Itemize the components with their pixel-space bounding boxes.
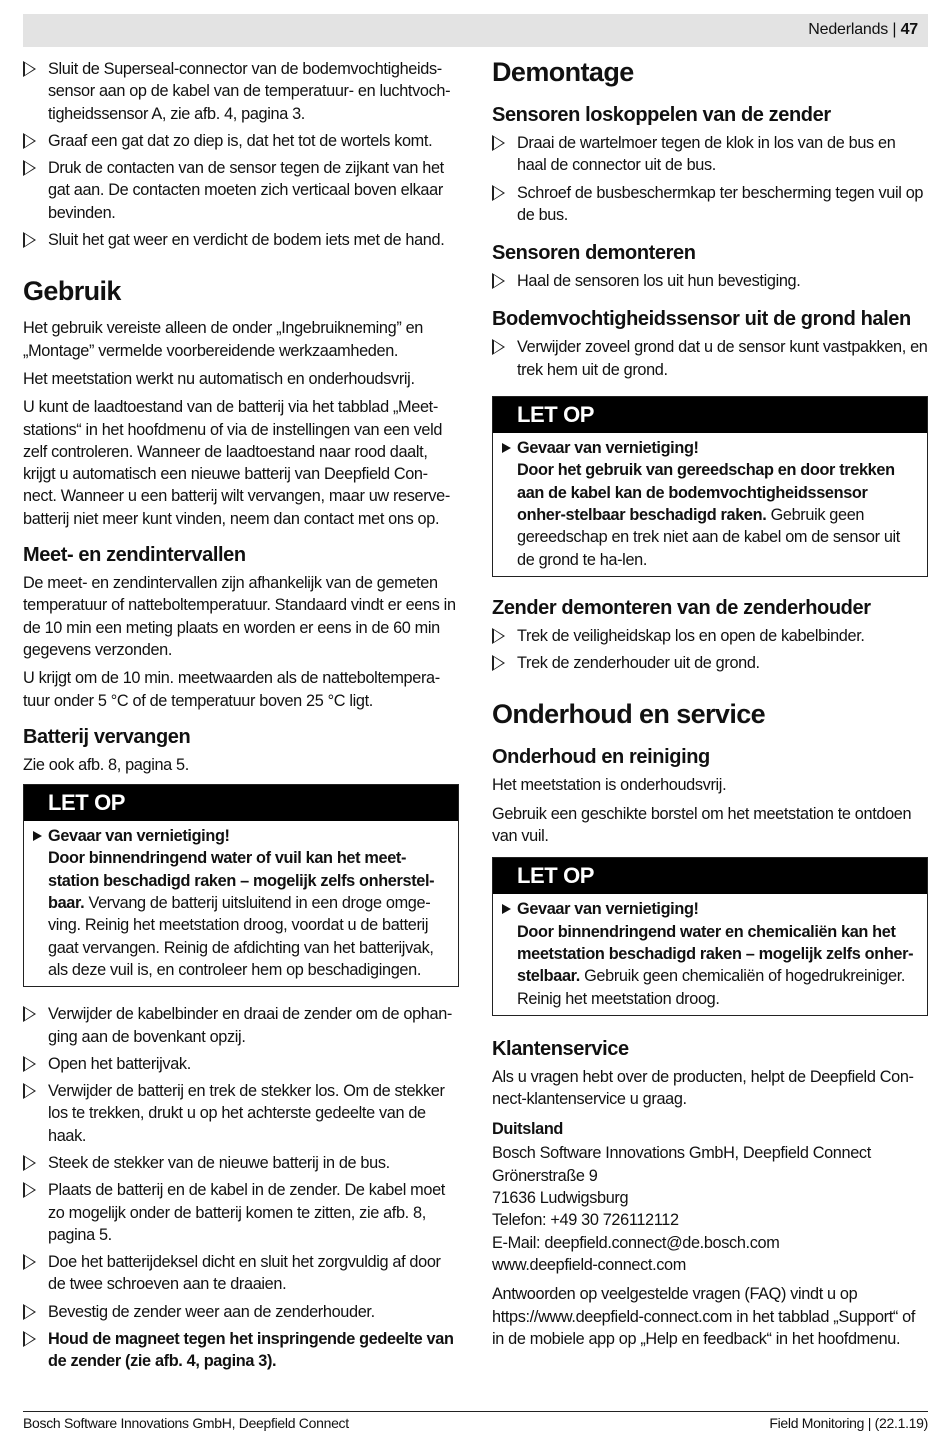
warning-notice — [492, 857, 928, 1015]
step-arrow-icon — [23, 160, 36, 176]
list-item: Doe het batterijdeksel dicht en sluit het zorgvuldig af door de twee schroeven aan te draaien. — [23, 1251, 459, 1296]
list-item: Graaf een gat dat zo diep is, dat het tot de wortels komt. — [23, 130, 459, 152]
website-link[interactable]: www.deepfield-connect.com — [492, 1255, 686, 1274]
paragraph: U krijgt om de 10 min. meetwaarden als de natteboltempera-tuur onder 5 °C of de temperatuur boven 25 °C ligt. — [23, 669, 440, 710]
notice-body — [493, 433, 927, 576]
subsection-title-bodem: Bodemvochtigheidssensor uit de grond halen — [492, 308, 911, 331]
address-line: 71636 Ludwigsburg — [492, 1189, 629, 1208]
arrow-right-icon — [502, 904, 511, 914]
list-item: Sluit de Superseal-connector van de bodemvochtigheids-sensor aan op de kabel van de temperatuur- en luchtvoch-tigheidssensor A, zie afb. 4, pagina 3. — [23, 58, 459, 125]
list-item: Sluit het gat weer en verdicht de bodem iets met de hand. — [23, 229, 459, 251]
paragraph: Het meetstation is onderhoudsvrij. — [492, 776, 727, 795]
subsection-title-zender: Zender demonteren van de zenderhouder — [492, 596, 871, 619]
email-link[interactable]: E-Mail: deepfield.connect@de.bosch.com — [492, 1233, 780, 1252]
step-arrow-icon — [23, 1083, 36, 1099]
step-arrow-icon — [492, 185, 505, 201]
step-arrow-icon — [23, 1182, 36, 1198]
section-title-gebruik: Gebruik — [23, 276, 121, 307]
warning-notice — [23, 784, 459, 987]
section-title-demontage: Demontage — [492, 57, 634, 87]
list-item: Schroef de busbeschermkap ter bescherming tegen vuil op de bus. — [492, 182, 928, 227]
subsection-title-klanten: Klantenservice — [492, 1037, 629, 1060]
header-language: Nederlands — [808, 21, 889, 38]
address-line: Telefon: +49 30 726112112 — [492, 1211, 679, 1230]
notice-heading: LET OP — [493, 397, 927, 433]
address-line: Grönerstraße 9 — [492, 1166, 598, 1185]
footer-divider — [23, 1411, 928, 1412]
page-header — [23, 14, 928, 47]
warning-notice — [492, 396, 928, 577]
country-label: Duitsland — [492, 1120, 564, 1139]
step-arrow-icon — [492, 655, 505, 671]
notice-bold-text: Door binnendringend water en chemicaliën kan het meetstation beschadigd raken – mogelijk zelfs onher-stelbaar. — [517, 922, 914, 986]
list-item: Draai de wartelmoer tegen de klok in los van de bus en haal de connector uit de bus. — [492, 132, 928, 177]
paragraph: Antwoorden op veelgestelde vragen (FAQ) vindt u op https://www.deepfield-connect.com in het tabblad „Support“ of in de mobiele app op „Help en feedback“ in het hoofdmenu. — [492, 1285, 916, 1348]
page-number: 47 — [900, 21, 918, 38]
arrow-right-icon — [502, 443, 511, 453]
list-item: Houd de magneet tegen het inspringende gedeelte van de zender (zie afb. 4, pagina 3). — [23, 1328, 459, 1373]
notice-heading: LET OP — [493, 858, 927, 894]
step-arrow-icon — [23, 1155, 36, 1171]
step-arrow-icon — [23, 1304, 36, 1320]
step-arrow-icon — [23, 232, 36, 248]
paragraph: De meet- en zendintervallen zijn afhankelijk van de gemeten temperatuur of natteboltemperatuur. Standaard vindt er eens in de 10 min een meting plaats en worden er eens in de 60 min gegevens verzonden. — [23, 574, 456, 659]
notice-title: Gevaar van vernietiging! — [48, 827, 230, 846]
notice-text: Gebruik geen chemicaliën of hogedrukreiniger. Reinig het meetstation droog. — [517, 967, 906, 1008]
notice-body — [24, 821, 458, 986]
footer-right: Field Monitoring | (22.1.19) — [769, 1415, 928, 1431]
list-item: Verwijder de batterij en trek de stekker los. Om de stekker los te trekken, drukt u op het achterste gedeelte van de haak. — [23, 1080, 459, 1147]
subsection-title-sensoren-dem: Sensoren demonteren — [492, 242, 696, 265]
paragraph: Gebruik een geschikte borstel om het meetstation te ontdoen van vuil. — [492, 804, 912, 846]
footer-left: Bosch Software Innovations GmbH, Deepfield Connect — [23, 1415, 349, 1431]
list-item: Trek de veiligheidskap los en open de kabelbinder. — [492, 625, 928, 647]
header-text — [808, 21, 918, 39]
arrow-right-icon — [33, 831, 42, 841]
right-column — [492, 58, 928, 1356]
list-item: Verwijder de kabelbinder en draai de zender om de ophan-ging aan de bovenkant opzij. — [23, 1003, 459, 1048]
step-arrow-icon — [23, 1006, 36, 1022]
address-block — [492, 1142, 928, 1276]
paragraph: Het gebruik vereiste alleen de onder „Ingebruikneming” en „Montage” vermelde voorbereidende werkzaamheden. — [23, 319, 423, 360]
notice-title: Gevaar van vernietiging! — [517, 900, 699, 919]
paragraph: Het meetstation werkt nu automatisch en onderhoudsvrij. — [23, 369, 415, 388]
list-item: Druk de contacten van de sensor tegen de zijkant van het gat aan. De contacten moeten zich verticaal boven elkaar bevinden. — [23, 157, 459, 224]
subsection-title-batterij: Batterij vervangen — [23, 725, 191, 748]
notice-bold-text: Door het gebruik van gereedschap en door trekken aan de kabel kan de bodemvochtigheidssensor onher-stelbaar beschadigd raken. — [517, 461, 895, 524]
notice-text: Gebruik geen gereedschap en trek niet aan de kabel om de sensor uit de grond te ha-len. — [517, 505, 900, 569]
step-arrow-icon — [23, 61, 36, 77]
left-column — [23, 58, 459, 1378]
notice-text: Vervang de batterij uitsluitend in een droge omge-ving. Reinig het meetstation droog, voordat u de batterij gaat vervangen. Reinig de afdichting van het batterijvak, als deze vuil is, en controleer hem op beschadigingen. — [48, 894, 434, 979]
step-arrow-icon — [492, 273, 505, 289]
list-item: Haal de sensoren los uit hun bevestiging. — [492, 270, 928, 292]
paragraph: Als u vragen hebt over de producten, helpt de Deepfield Con-nect-klantenservice u graag. — [492, 1067, 914, 1109]
subsection-title-sensoren-los: Sensoren loskoppelen van de zender — [492, 104, 831, 126]
list-item: Plaats de batterij en de kabel in de zender. De kabel moet zo mogelijk onder de batterij komen te zitten, zie afb. 8, pagina 5. — [23, 1179, 459, 1246]
step-arrow-icon — [23, 133, 36, 149]
notice-bold-text: Door binnendringend water of vuil kan het meet-station beschadigd raken – mogelijk zelfs onherstel-baar. — [48, 849, 435, 913]
paragraph: U kunt de laadtoestand van de batterij via het tabblad „Meet-stations“ in het hoofdmenu of via de instellingen van een veld zelf controleren. Wanneer de laadtoestand naar rood daalt, krijgt u automatisch een nieuwe batterij van Deepfield Con-nect. Wanneer u een batterij wilt vervangen, maar uw reserve-batterij niet meer kunt vinden, neem dan contact met ons op. — [23, 398, 450, 528]
subsection-title-reiniging: Onderhoud en reiniging — [492, 746, 710, 769]
list-item: Bevestig de zender weer aan de zenderhouder. — [23, 1301, 459, 1323]
subsection-title-meet: Meet- en zendintervallen — [23, 544, 246, 567]
section-title-onderhoud: Onderhoud en service — [492, 699, 766, 730]
header-separator: | — [892, 21, 897, 38]
notice-heading: LET OP — [24, 785, 458, 821]
notice-body — [493, 894, 927, 1014]
step-arrow-icon — [492, 628, 505, 644]
step-arrow-icon — [23, 1254, 36, 1270]
paragraph: Zie ook afb. 8, pagina 5. — [23, 755, 189, 774]
address-line: Bosch Software Innovations GmbH, Deepfield Connect — [492, 1144, 871, 1163]
list-item: Verwijder zoveel grond dat u de sensor kunt vastpakken, en trek hem uit de grond. — [492, 336, 928, 381]
step-arrow-icon — [23, 1331, 36, 1347]
list-item: Trek de zenderhouder uit de grond. — [492, 652, 928, 674]
notice-title: Gevaar van vernietiging! — [517, 439, 699, 458]
list-item: Open het batterijvak. — [23, 1053, 459, 1075]
step-arrow-icon — [23, 1056, 36, 1072]
list-item: Steek de stekker van de nieuwe batterij in de bus. — [23, 1152, 459, 1174]
step-arrow-icon — [492, 135, 505, 151]
step-arrow-icon — [492, 339, 505, 355]
